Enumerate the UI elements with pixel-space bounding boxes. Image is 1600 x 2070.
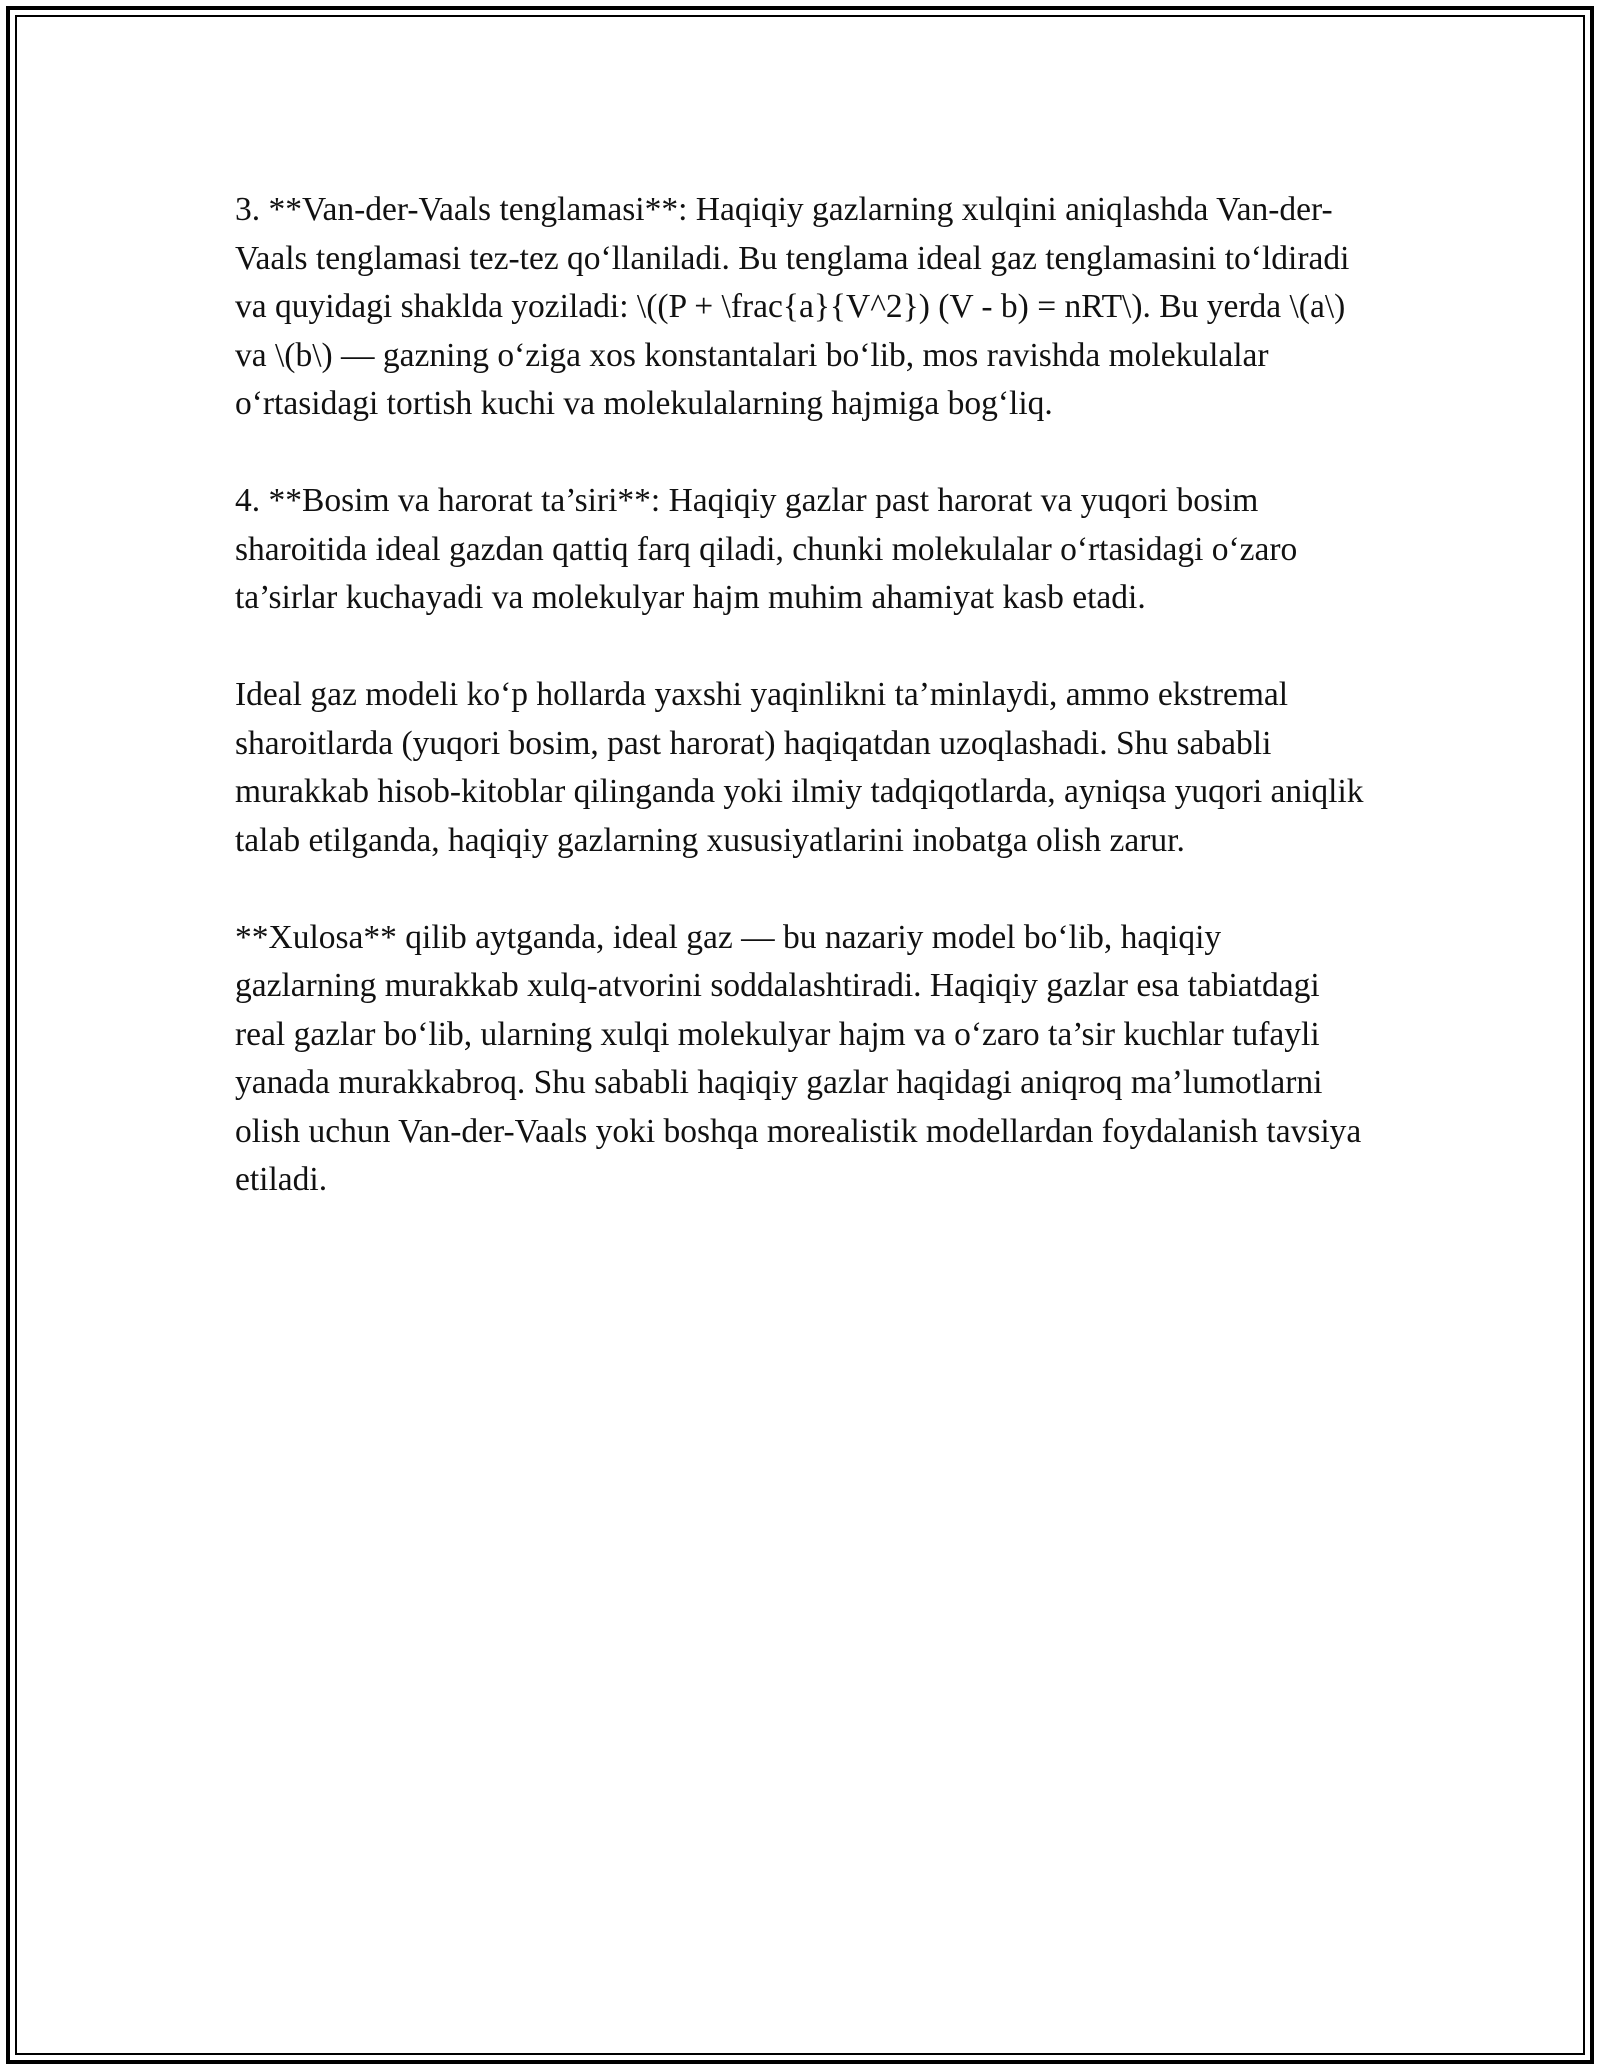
- paragraph-van-der-vaals: 3. **Van-der-Vaals tenglamasi**: Haqiqiy gazlarning xulqini aniqlashda Van-der-Vaals tenglamasi tez-tez qo‘llaniladi. Bu tenglama ideal gaz tenglamasini to‘ldiradi va quyidagi shaklda yoziladi: \((P + \frac{a}{V^2}) (V - b) = nRT\). Bu yerda \(a\) va \(b\) — gazning o‘ziga xos konstantalari bo‘lib, mos ravishda molekulalar o‘rtasidagi tortish kuchi va molekulalarning hajmiga bog‘liq.: [235, 191, 1350, 422]
- paragraph-ideal-gas-model: Ideal gaz modeli ko‘p hollarda yaxshi yaqinlikni ta’minlaydi, ammo ekstremal sharoitlarda (yuqori bosim, past harorat) haqiqatdan uzoqlashadi. Shu sababli murakkab hisob-kitoblar qilinganda yoki ilmiy tadqiqotlarda, ayniqsa yuqori aniqlik talab etilganda, haqiqiy gazlarning xususiyatlarini inobatga olish zarur.: [235, 676, 1364, 859]
- paragraph-conclusion: **Xulosa** qilib aytganda, ideal gaz — bu nazariy model bo‘lib, haqiqiy gazlarning murakkab xulq-atvorini soddalashtiradi. Haqiqiy gazlar esa tabiatdagi real gazlar bo‘lib, ularning xulqi molekulyar hajm va o‘zaro ta’sir kuchlar tufayli yanada murakkabroq. Shu sababli haqiqiy gazlar haqidagi aniqroq ma’lumotlarni olish uchun Van-der-Vaals yoki boshqa morealistik modellardan foydalanish tavsiya etiladi.: [235, 918, 1362, 1198]
- paragraph-pressure-temperature: 4. **Bosim va harorat ta’siri**: Haqiqiy gazlar past harorat va yuqori bosim sharoitida ideal gazdan qattiq farq qiladi, chunki molekulalar o‘rtasidagi o‘zaro ta’sirlar kuchayadi va molekulyar hajm muhim ahamiyat kasb etadi.: [235, 482, 1298, 616]
- document-body: [235, 186, 1370, 1253]
